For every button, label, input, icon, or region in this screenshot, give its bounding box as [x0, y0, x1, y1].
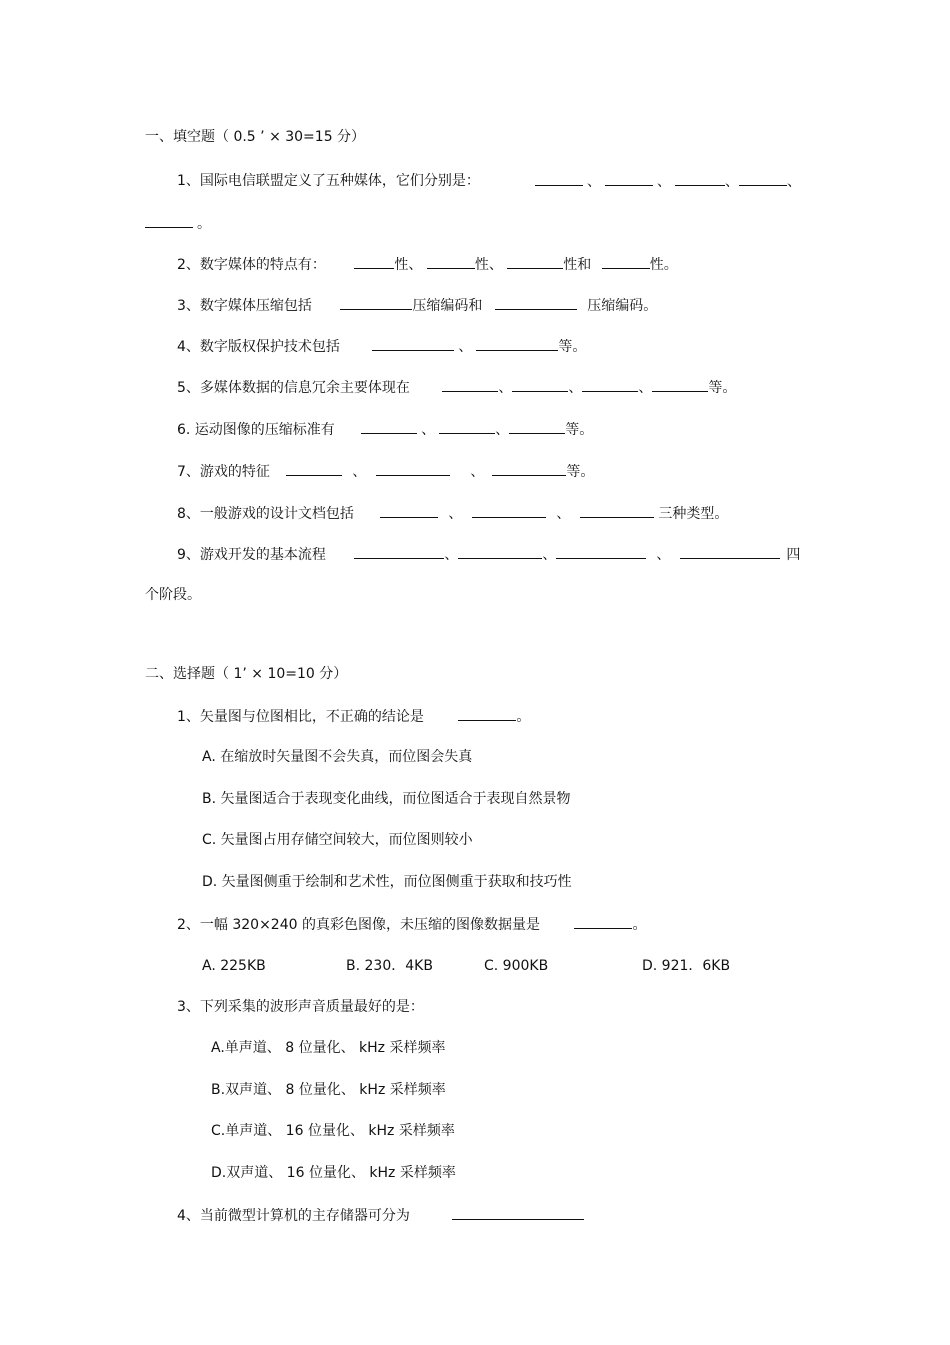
- answer-blank[interactable]: [574, 914, 632, 929]
- answer-blank[interactable]: [602, 254, 650, 269]
- answer-blank[interactable]: [512, 377, 568, 392]
- question-1-9-cont: 个阶段。: [145, 587, 201, 603]
- question-1-2: 2、数字媒体的特点有： 性、 性、 性和 性。: [177, 254, 678, 275]
- question-1-4: 4、数字版权保护技术包括 、 等。: [177, 336, 586, 357]
- question-1-5: 5、多媒体数据的信息冗余主要体现在 、 、 、 等。: [177, 377, 736, 398]
- answer-blank[interactable]: [509, 419, 565, 434]
- option-2-3-a: A.单声道、 8 位量化、 kHz 采样频率: [211, 1040, 446, 1056]
- answer-blank[interactable]: [507, 254, 563, 269]
- question-1-6: 6. 运动图像的压缩标准有 、 、 等。: [177, 419, 593, 440]
- option-2-2-b: B. 230．4KB: [346, 958, 433, 974]
- answer-blank[interactable]: [286, 461, 342, 476]
- answer-blank[interactable]: [372, 336, 454, 351]
- answer-blank[interactable]: [582, 377, 638, 392]
- answer-blank[interactable]: [680, 544, 780, 559]
- answer-blank[interactable]: [739, 171, 787, 186]
- option-2-2-c: C. 900KB: [484, 958, 549, 974]
- answer-blank[interactable]: [605, 171, 653, 186]
- answer-blank[interactable]: [458, 544, 542, 559]
- answer-blank[interactable]: [556, 544, 646, 559]
- question-1-9: 9、游戏开发的基本流程 、 、 、 四: [177, 544, 800, 565]
- answer-blank[interactable]: [354, 254, 394, 269]
- answer-blank[interactable]: [458, 706, 516, 721]
- answer-blank[interactable]: [380, 503, 438, 518]
- option-2-2-d: D. 921．6KB: [642, 958, 731, 974]
- answer-blank[interactable]: [492, 461, 566, 476]
- answer-blank[interactable]: [340, 295, 412, 310]
- question-2-2: 2、一幅 320×240 的真彩色图像，未压缩的图像数据量是 。: [177, 914, 646, 935]
- section-1-heading: 一、填空题（ 0.5 ’ × 30=15 分）: [145, 129, 366, 145]
- answer-blank[interactable]: [442, 377, 498, 392]
- question-1-1: [177, 171, 480, 191]
- option-2-3-d: D.双声道、 16 位量化、 kHz 采样频率: [211, 1165, 456, 1181]
- answer-blank[interactable]: [439, 419, 495, 434]
- answer-blank[interactable]: [652, 377, 708, 392]
- answer-blank[interactable]: [361, 419, 417, 434]
- option-2-1-d: D. 矢量图侧重于绘制和艺术性，而位图侧重于获取和技巧性: [202, 874, 572, 890]
- option-2-3-c: C.单声道、 16 位量化、 kHz 采样频率: [211, 1123, 455, 1139]
- question-2-3: 3、下列采集的波形声音质量最好的是：: [177, 999, 424, 1015]
- question-1-1-blanks: 、 、 、 、: [535, 171, 801, 192]
- option-2-1-a: A. 在缩放时矢量图不会失真，而位图会失真: [202, 749, 473, 765]
- answer-blank[interactable]: [145, 213, 193, 228]
- option-2-1-c: C. 矢量图占用存储空间较大，而位图则较小: [202, 832, 473, 848]
- answer-blank[interactable]: [354, 544, 444, 559]
- question-1-7: 7、游戏的特征 、 、 等。: [177, 461, 594, 482]
- question-1-1-cont: 。: [145, 213, 215, 234]
- answer-blank[interactable]: [495, 295, 577, 310]
- answer-blank[interactable]: [472, 503, 546, 518]
- question-2-4: 4、当前微型计算机的主存储器可分为: [177, 1205, 584, 1226]
- answer-blank[interactable]: [427, 254, 475, 269]
- option-2-1-b: B. 矢量图适合于表现变化曲线，而位图适合于表现自然景物: [202, 791, 571, 807]
- answer-blank[interactable]: [476, 336, 558, 351]
- option-2-3-b: B.双声道、 8 位量化、 kHz 采样频率: [211, 1082, 446, 1098]
- answer-blank[interactable]: [376, 461, 450, 476]
- question-1-8: 8、一般游戏的设计文档包括 、 、 三种类型。: [177, 503, 728, 524]
- question-text: 1、国际电信联盟定义了五种媒体，它们分别是：: [177, 173, 480, 189]
- option-2-2-a: A. 225KB: [202, 958, 266, 974]
- question-2-1: 1、矢量图与位图相比，不正确的结论是 。: [177, 706, 530, 727]
- answer-blank[interactable]: [535, 171, 583, 186]
- answer-blank[interactable]: [675, 171, 725, 186]
- answer-blank[interactable]: [580, 503, 654, 518]
- section-2-heading: 二、选择题（ 1’ × 10=10 分）: [145, 666, 348, 682]
- question-1-3: 3、数字媒体压缩包括 压缩编码和 压缩编码。: [177, 295, 657, 316]
- answer-blank[interactable]: [452, 1205, 584, 1220]
